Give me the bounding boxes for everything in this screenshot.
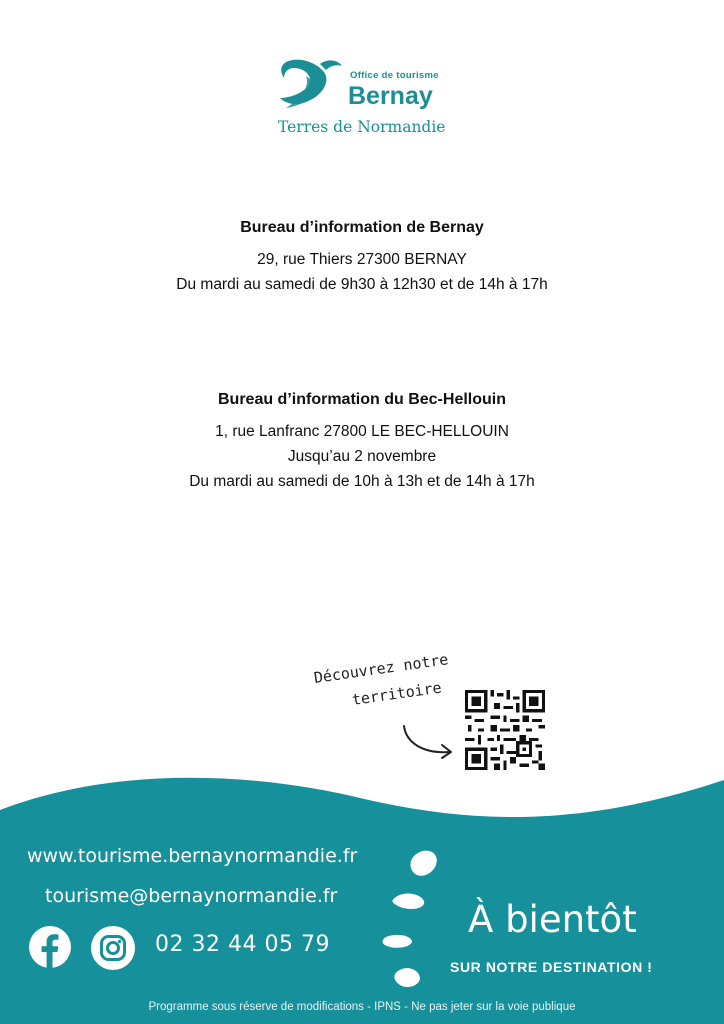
greeting-text: À bientôt: [468, 898, 637, 941]
office-address: 29, rue Thiers 27300 BERNAY: [257, 251, 467, 268]
qr-code[interactable]: [465, 690, 545, 770]
brush-strokes-icon: [380, 845, 450, 995]
office-title: Bureau d’information de Bernay: [240, 219, 484, 236]
arrow-icon: [398, 722, 458, 762]
greeting-subtitle: SUR NOTRE DESTINATION !: [450, 959, 653, 975]
phone-number[interactable]: 02 32 44 05 79: [155, 932, 330, 957]
office-bernay: [0, 219, 724, 297]
logo-big-text: Bernay: [348, 82, 433, 110]
office-hours: Du mardi au samedi de 10h à 13h et de 14h à 17h: [189, 473, 535, 490]
logo-small-text: Office de tourisme: [350, 70, 439, 81]
office-title: Bureau d’information du Bec-Hellouin: [217, 391, 506, 408]
website-link[interactable]: www.tourisme.bernaynormandie.fr: [27, 845, 358, 867]
office-address: 1, rue Lanfranc 27800 LE BEC-HELLOUIN: [215, 423, 509, 440]
qr-caption-line-2: territoire: [350, 678, 443, 709]
logo-mark-icon: [276, 56, 348, 118]
logo: [276, 56, 466, 140]
office-period: Jusqu’au 2 novembre: [287, 448, 437, 465]
legal-notice: Programme sous réserve de modifications - IPNS - Ne pas jeter sur la voie publique: [148, 1001, 576, 1013]
facebook-icon[interactable]: [28, 925, 72, 969]
office-hours: Du mardi au samedi de 9h30 à 12h30 et de 14h à 17h: [176, 276, 548, 293]
logo-sub-text: Terres de Normandie: [278, 118, 446, 136]
qr-caption-line-1: Découvrez notre: [312, 650, 450, 687]
qr-caption: [312, 650, 484, 715]
instagram-icon[interactable]: [90, 925, 136, 971]
office-bec-hellouin: [0, 391, 724, 494]
email-link[interactable]: tourisme@bernaynormandie.fr: [45, 885, 338, 907]
